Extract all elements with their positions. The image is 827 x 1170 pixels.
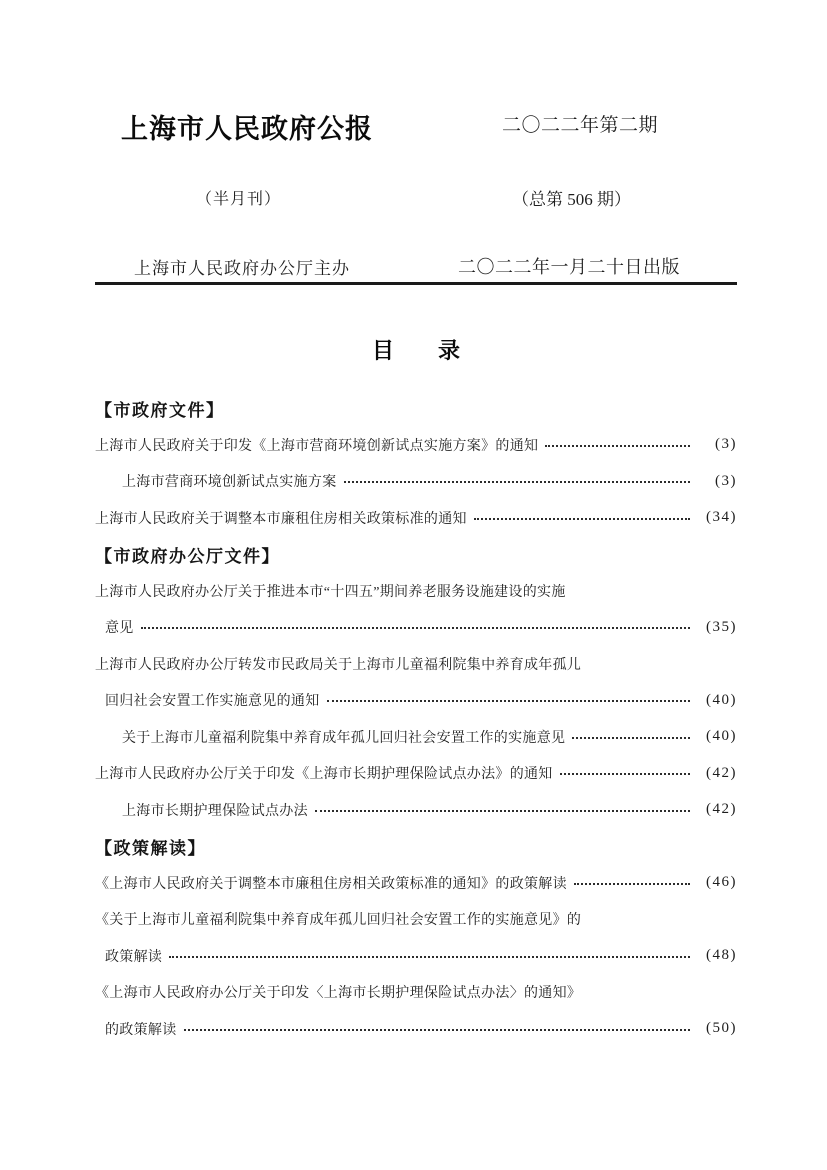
toc-page-number: (42) bbox=[706, 764, 737, 781]
toc-leader-dots bbox=[184, 1029, 691, 1031]
toc-leader-dots bbox=[560, 773, 690, 775]
toc-page-number: (34) bbox=[706, 509, 737, 526]
toc-entry-title: 意见 bbox=[105, 621, 134, 637]
toc-entry bbox=[95, 938, 737, 975]
toc-entry bbox=[95, 427, 737, 464]
toc-entry-title: 的政策解读 bbox=[105, 1022, 177, 1038]
gazette-title: 上海市人民政府公报 bbox=[121, 114, 373, 144]
toc-leader-dots bbox=[141, 627, 690, 629]
toc-section-heading bbox=[95, 536, 737, 573]
toc-page-number: (46) bbox=[706, 874, 737, 891]
toc-section-heading bbox=[95, 390, 737, 427]
toc-entry bbox=[95, 500, 737, 537]
toc-page-number: (3) bbox=[715, 436, 737, 453]
toc-entry bbox=[95, 719, 737, 756]
toc-leader-dots bbox=[344, 481, 691, 483]
toc-entry-title: 上海市人民政府办公厅关于推进本市“十四五”期间养老服务设施建设的实施 bbox=[95, 584, 566, 600]
toc-section-heading-label: 【政策解读】 bbox=[95, 838, 206, 858]
masthead-divider bbox=[95, 282, 737, 285]
toc-entry bbox=[95, 865, 737, 902]
toc-entry-title: 政策解读 bbox=[105, 949, 163, 965]
toc-entry-title: 《上海市人民政府关于调整本市廉租住房相关政策标准的通知》的政策解读 bbox=[95, 876, 567, 892]
toc-leader-dots bbox=[315, 810, 690, 812]
toc-page-number: (50) bbox=[706, 1020, 737, 1037]
toc-page-number: (40) bbox=[706, 691, 737, 708]
toc-page-number: (40) bbox=[706, 728, 737, 745]
toc-entry-title: 《关于上海市儿童福利院集中养育成年孤儿回归社会安置工作的实施意见》的 bbox=[95, 913, 582, 929]
toc-entry-title: 上海市长期护理保险试点办法 bbox=[122, 803, 308, 819]
toc-entry-title: 上海市人民政府关于调整本市廉租住房相关政策标准的通知 bbox=[95, 511, 467, 527]
toc-entry bbox=[95, 901, 737, 938]
issue-number: 二〇二二年第二期 bbox=[502, 115, 659, 136]
toc-title: 目 录 bbox=[371, 338, 460, 363]
toc-list bbox=[95, 390, 737, 1047]
toc-leader-dots bbox=[545, 445, 690, 447]
toc-leader-dots bbox=[169, 956, 690, 958]
toc-page-number: (35) bbox=[706, 618, 737, 635]
toc-page-number: (42) bbox=[706, 801, 737, 818]
periodicity-label: （半月刊） bbox=[196, 191, 282, 208]
toc-leader-dots bbox=[574, 883, 690, 885]
toc-entry bbox=[95, 974, 737, 1011]
toc-entry bbox=[95, 755, 737, 792]
toc-entry-title: 《上海市人民政府办公厅关于印发〈上海市长期护理保险试点办法〉的通知》 bbox=[95, 986, 582, 1002]
cumulative-issue-label: （总第 506 期） bbox=[512, 190, 631, 209]
toc-section-heading-label: 【市政府办公厅文件】 bbox=[95, 546, 280, 566]
toc-entry-title: 上海市人民政府关于印发《上海市营商环境创新试点实施方案》的通知 bbox=[95, 438, 539, 454]
toc-entry bbox=[95, 1011, 737, 1048]
publisher-label: 上海市人民政府办公厅主办 bbox=[134, 259, 350, 278]
toc-entry-title: 上海市人民政府办公厅转发市民政局关于上海市儿童福利院集中养育成年孤儿 bbox=[95, 657, 582, 673]
toc-leader-dots bbox=[474, 518, 690, 520]
toc-section-heading-label: 【市政府文件】 bbox=[95, 400, 225, 420]
toc-page-number: (3) bbox=[715, 472, 737, 489]
toc-entry bbox=[95, 792, 737, 829]
publish-date-label: 二〇二二年一月二十日出版 bbox=[458, 257, 680, 277]
toc-page-number: (48) bbox=[706, 947, 737, 964]
toc-entry bbox=[95, 463, 737, 500]
toc-section-heading bbox=[95, 828, 737, 865]
toc-entry-title: 回归社会安置工作实施意见的通知 bbox=[105, 694, 320, 710]
toc-entry-title: 上海市营商环境创新试点实施方案 bbox=[122, 475, 337, 491]
toc-entry bbox=[95, 682, 737, 719]
toc-leader-dots bbox=[327, 700, 691, 702]
toc-leader-dots bbox=[572, 737, 690, 739]
toc-entry-title: 上海市人民政府办公厅关于印发《上海市长期护理保险试点办法》的通知 bbox=[95, 767, 553, 783]
toc-entry bbox=[95, 609, 737, 646]
toc-entry bbox=[95, 646, 737, 683]
toc-entry bbox=[95, 573, 737, 610]
toc-entry-title: 关于上海市儿童福利院集中养育成年孤儿回归社会安置工作的实施意见 bbox=[122, 730, 566, 746]
